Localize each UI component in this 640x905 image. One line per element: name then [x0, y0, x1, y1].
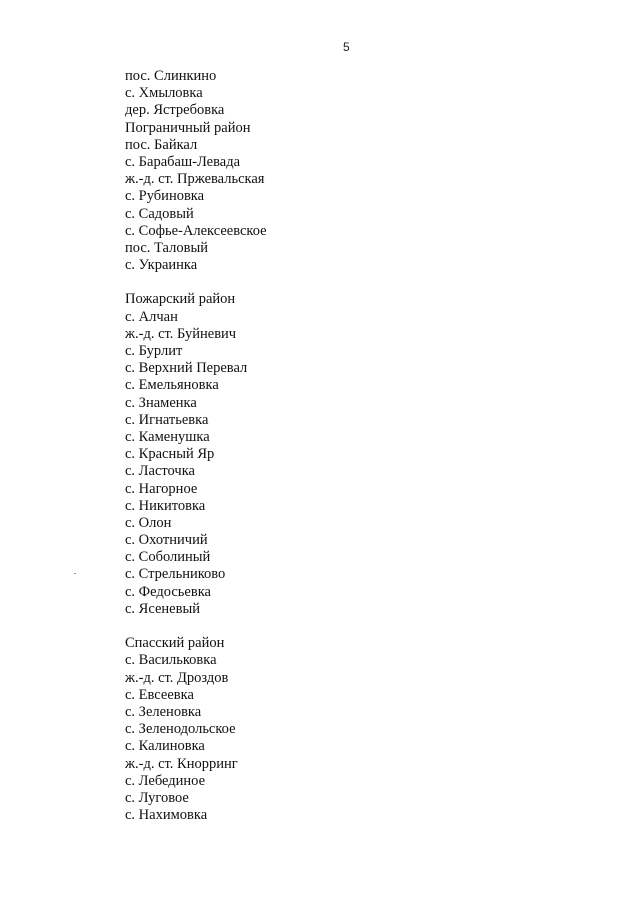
list-item: с. Лебединое [125, 772, 206, 789]
list-item: с. Верхний Перевал [125, 360, 248, 377]
list-item: Спасский район [125, 635, 225, 652]
list-item: ж.-д. ст. Дроздов [125, 669, 229, 686]
list-item: с. Емельяновка [125, 377, 219, 394]
list-item: пос. Таловый [125, 239, 208, 256]
list-item: с. Охотничий [125, 532, 208, 549]
list-item: пос. Слинкино [125, 68, 217, 84]
block-spacer [125, 618, 545, 635]
list-item: с. Каменушка [125, 428, 210, 445]
list-block [125, 291, 545, 618]
list-item: с. Знаменка [125, 394, 197, 411]
list-item: с. Зеленовка [125, 703, 202, 720]
list-item: с. Зеленодольское [125, 721, 236, 738]
list-item: с. Алчан [125, 308, 178, 325]
block-spacer [125, 274, 545, 291]
list-item: ж.-д. ст. Кнорринг [125, 755, 238, 772]
list-item: с. Ясеневый [125, 600, 200, 617]
list-item: с. Барабаш-Левада [125, 153, 241, 170]
list-item: с. Стрельниково [125, 566, 226, 583]
list-item: с. Васильковка [125, 652, 217, 669]
list-item: с. Калиновка [125, 738, 205, 755]
scan-speck [74, 573, 76, 574]
list-item: с. Софье-Алексеевское [125, 222, 267, 239]
list-item: с. Ласточка [125, 463, 195, 480]
list-item: с. Нахимовка [125, 807, 208, 824]
list-block [125, 635, 545, 824]
list-item: с. Луговое [125, 789, 189, 806]
list-item: с. Нагорное [125, 480, 198, 497]
list-item: с. Бурлит [125, 343, 183, 359]
list-item: с. Федосьевка [125, 583, 211, 600]
list-block [125, 68, 545, 274]
list-item: с. Красный Яр [125, 446, 215, 463]
list-item: с. Никитовка [125, 497, 206, 514]
list-item: с. Игнатьевка [125, 411, 209, 428]
page-number: 5 [343, 40, 350, 54]
list-item: с. Рубиновка [125, 188, 205, 205]
list-item: с. Украинка [125, 257, 198, 274]
list-item: с. Хмыловка [125, 85, 203, 102]
list-item: ж.-д. ст. Пржевальская [125, 171, 265, 188]
list-item: пос. Байкал [125, 136, 198, 153]
list-item: с. Соболиный [125, 549, 211, 566]
list-item: ж.-д. ст. Буйневич [125, 325, 237, 342]
list-item: с. Олон [125, 514, 172, 531]
list-item: Пожарский район [125, 291, 236, 308]
list-item: с. Евсеевка [125, 686, 194, 703]
list-item: с. Садовый [125, 205, 194, 222]
settlement-list [125, 68, 545, 824]
list-item: Пограничный район [125, 119, 251, 136]
list-item: дер. Ястребовка [125, 102, 225, 119]
